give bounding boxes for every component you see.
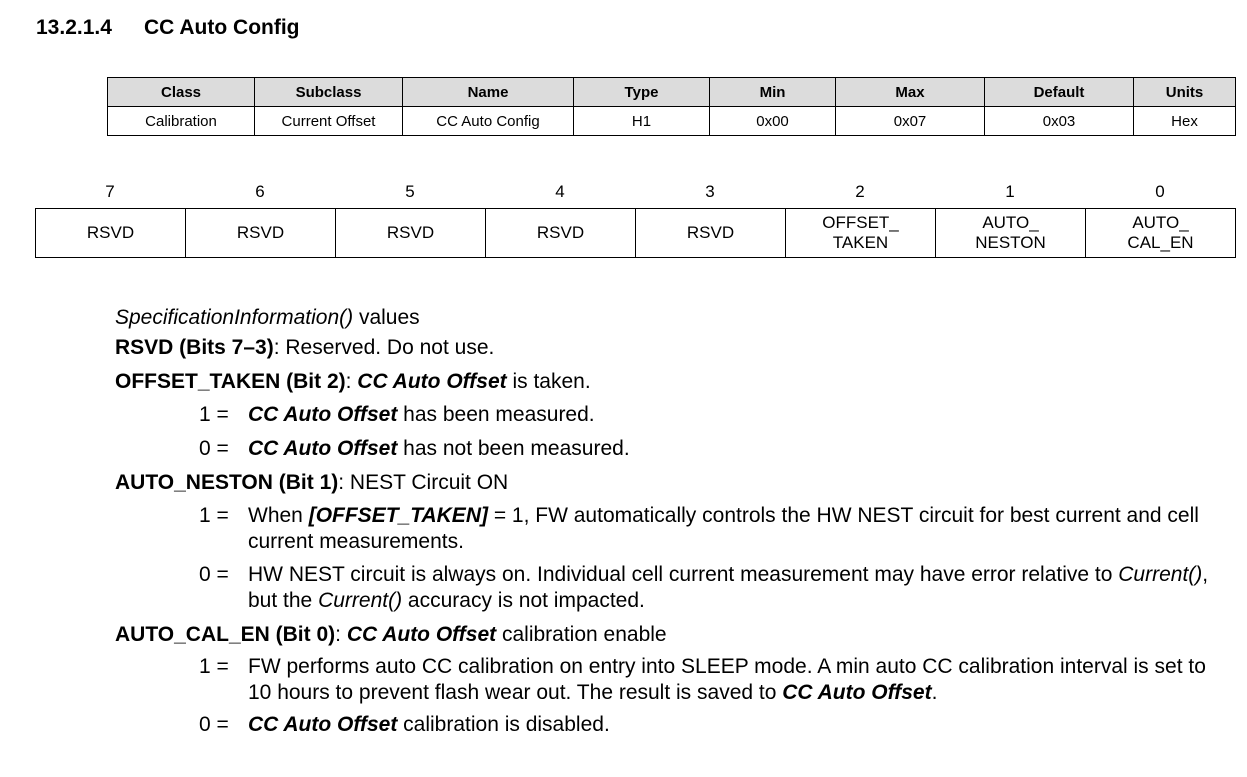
bit-cell-7: RSVD (36, 209, 186, 258)
bit-number-7: 7 (105, 182, 115, 201)
field-descriptions (115, 305, 1225, 738)
bit-cell-6: RSVD (186, 209, 336, 258)
bit-number-4: 4 (555, 182, 565, 201)
auto-cal-en-value-0: 0 = CC Auto Offset calibration is disabled. (199, 713, 610, 736)
bit-cell-0: AUTO_ CAL_EN (1086, 209, 1236, 258)
bit-cell-1: AUTO_ NESTON (936, 209, 1086, 258)
intro-line: SpecificationInformation() values (115, 306, 420, 329)
header-class: Class (108, 78, 255, 107)
bit-cell-5: RSVD (336, 209, 486, 258)
header-type: Type (574, 78, 710, 107)
bit-number-6: 6 (255, 182, 265, 201)
auto-neston-value-1: 1 = When [OFFSET_TAKEN] = 1, FW automatically controls the HW NEST circuit for best current and cell current measurements. (199, 504, 1199, 553)
offset-taken-value-0: 0 = CC Auto Offset has not been measured. (199, 437, 630, 460)
auto-cal-en-value-1: 1 = FW performs auto CC calibration on entry into SLEEP mode. A min auto CC calibration interval is set to 10 hours to prevent flash wear out. The result is saved to CC Auto Offset. (199, 655, 1206, 704)
cell-default: 0x03 (985, 107, 1134, 136)
offset-taken-description: OFFSET_TAKEN (Bit 2): CC Auto Offset is taken. (115, 370, 591, 393)
bit-cell-2: OFFSET_ TAKEN (786, 209, 936, 258)
auto-neston-description: AUTO_NESTON (Bit 1): NEST Circuit ON (115, 471, 509, 494)
bit-field-row (36, 209, 1236, 258)
cell-name: CC Auto Config (403, 107, 574, 136)
auto-neston-value-0: 0 = HW NEST circuit is always on. Individual cell current measurement may have error relative to Current(), but the Current() accuracy is not impacted. (199, 563, 1209, 612)
section-heading (36, 16, 300, 40)
bit-number-row (35, 182, 1234, 204)
offset-taken-value-1: 1 = CC Auto Offset has been measured. (199, 403, 595, 426)
section-number: 13.2.1.4 (36, 16, 112, 39)
bit-field-table (35, 208, 1236, 258)
bit-cell-3: RSVD (636, 209, 786, 258)
bit-number-0: 0 (1155, 182, 1165, 201)
section-title: CC Auto Config (144, 16, 300, 39)
cell-type: H1 (574, 107, 710, 136)
auto-cal-en-description: AUTO_CAL_EN (Bit 0): CC Auto Offset calibration enable (115, 623, 667, 646)
bit-number-3: 3 (705, 182, 715, 201)
header-units: Units (1134, 78, 1236, 107)
parameter-table (107, 77, 1236, 136)
bit-cell-4: RSVD (486, 209, 636, 258)
header-subclass: Subclass (255, 78, 403, 107)
rsvd-description: RSVD (Bits 7–3): Reserved. Do not use. (115, 336, 495, 359)
cell-min: 0x00 (710, 107, 836, 136)
cell-max: 0x07 (836, 107, 985, 136)
header-name: Name (403, 78, 574, 107)
cell-subclass: Current Offset (255, 107, 403, 136)
parameter-table-row (108, 107, 1236, 136)
header-max: Max (836, 78, 985, 107)
parameter-table-header (108, 78, 1236, 107)
bit-number-5: 5 (405, 182, 415, 201)
header-default: Default (985, 78, 1134, 107)
cell-units: Hex (1134, 107, 1236, 136)
header-min: Min (710, 78, 836, 107)
cell-class: Calibration (108, 107, 255, 136)
bit-number-2: 2 (855, 182, 865, 201)
bit-number-1: 1 (1005, 182, 1015, 201)
